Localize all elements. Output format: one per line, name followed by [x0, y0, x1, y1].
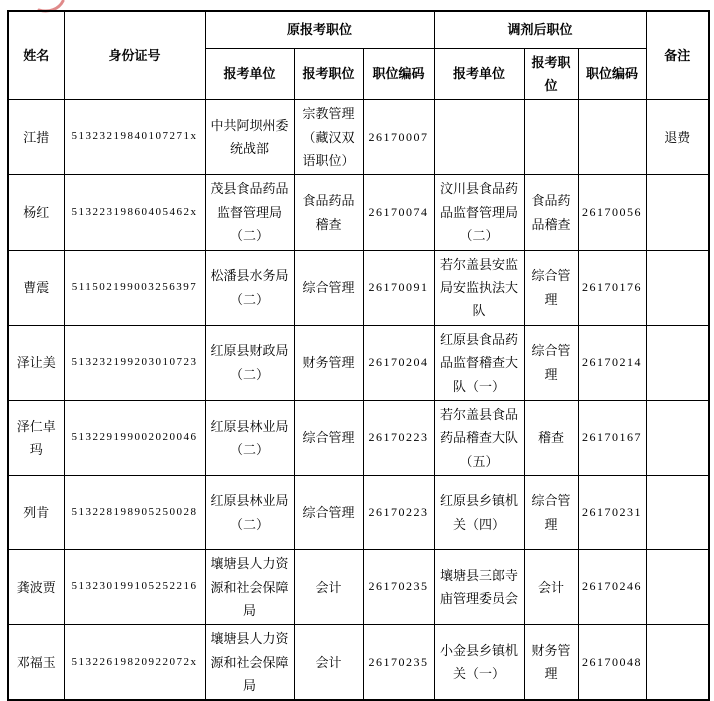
cell-id-number: 513230199105252216	[64, 550, 205, 625]
cell-name: 列肯	[8, 476, 64, 550]
cell-adj-unit: 若尔盖县食品药品稽查大队（五）	[434, 400, 524, 475]
cell-orig-code: 26170235	[363, 550, 434, 625]
cell-remark	[646, 550, 709, 625]
col-group-adjusted-position: 调剂后职位	[434, 11, 646, 48]
table-row	[8, 400, 709, 475]
cell-remark: 退费	[646, 100, 709, 175]
cell-orig-code: 26170007	[363, 100, 434, 175]
cell-adj-unit: 红原县食品药品监督稽查大队（一）	[434, 325, 524, 400]
cell-adj-code: 26170231	[578, 476, 646, 550]
cell-orig-unit: 松潘县水务局（二）	[205, 250, 294, 325]
cell-orig-position: 会计	[294, 625, 363, 701]
cell-adj-code: 26170214	[578, 325, 646, 400]
cell-name: 龚波贾	[8, 550, 64, 625]
cell-adj-unit: 红原县乡镇机关（四）	[434, 476, 524, 550]
cell-orig-code: 26170223	[363, 476, 434, 550]
cell-adj-position: 食品药品稽查	[524, 175, 578, 250]
cell-orig-position: 食品药品稽查	[294, 175, 363, 250]
col-group-original-position: 原报考职位	[205, 11, 434, 48]
cell-name: 江措	[8, 100, 64, 175]
cell-remark	[646, 175, 709, 250]
cell-adj-position: 财务管理	[524, 625, 578, 701]
cell-orig-code: 26170235	[363, 625, 434, 701]
col-header-remark: 备注	[646, 11, 709, 100]
cell-adj-unit: 壤塘县三郎寺庙管理委员会	[434, 550, 524, 625]
cell-orig-code: 26170074	[363, 175, 434, 250]
cell-orig-position: 会计	[294, 550, 363, 625]
table-row	[8, 325, 709, 400]
cell-name: 杨红	[8, 175, 64, 250]
cell-id-number: 513232199203010723	[64, 325, 205, 400]
cell-orig-unit: 壤塘县人力资源和社会保障局	[205, 625, 294, 701]
cell-adj-position: 综合管理	[524, 476, 578, 550]
cell-orig-unit: 红原县林业局（二）	[205, 476, 294, 550]
cell-adj-unit: 汶川县食品药品监督管理局（二）	[434, 175, 524, 250]
cell-remark	[646, 400, 709, 475]
cell-adj-unit	[434, 100, 524, 175]
cell-orig-position: 综合管理	[294, 400, 363, 475]
cell-id-number: 513229199002020046	[64, 400, 205, 475]
table-row	[8, 550, 709, 625]
cell-adj-unit: 小金县乡镇机关（一）	[434, 625, 524, 701]
cell-orig-unit: 壤塘县人力资源和社会保障局	[205, 550, 294, 625]
col-header-name: 姓名	[8, 11, 64, 100]
cell-id-number: 51322619820922072x	[64, 625, 205, 701]
cell-adj-code: 26170048	[578, 625, 646, 701]
col-header-orig-code: 职位编码	[363, 48, 434, 100]
cell-id-number: 51323219840107271x	[64, 100, 205, 175]
col-header-orig-position: 报考职位	[294, 48, 363, 100]
cell-adj-position: 综合管理	[524, 250, 578, 325]
table-row	[8, 250, 709, 325]
cell-orig-position: 综合管理	[294, 250, 363, 325]
col-header-adj-code: 职位编码	[578, 48, 646, 100]
cell-adj-code: 26170167	[578, 400, 646, 475]
cell-remark	[646, 625, 709, 701]
cell-orig-unit: 茂县食品药品监督管理局（二）	[205, 175, 294, 250]
cell-adj-code: 26170246	[578, 550, 646, 625]
col-header-id-number: 身份证号	[64, 11, 205, 100]
cell-adj-position: 综合管理	[524, 325, 578, 400]
cell-orig-unit: 红原县财政局（二）	[205, 325, 294, 400]
cell-orig-position: 综合管理	[294, 476, 363, 550]
cell-name: 泽仁卓玛	[8, 400, 64, 475]
col-header-adj-unit: 报考单位	[434, 48, 524, 100]
cell-orig-code: 26170204	[363, 325, 434, 400]
cell-orig-position: 财务管理	[294, 325, 363, 400]
position-adjustment-table	[7, 10, 710, 701]
table-row	[8, 625, 709, 701]
cell-remark	[646, 250, 709, 325]
cell-adj-code: 26170056	[578, 175, 646, 250]
col-header-adj-position: 报考职位	[524, 48, 578, 100]
cell-orig-code: 26170091	[363, 250, 434, 325]
cell-id-number: 51322319860405462x	[64, 175, 205, 250]
cell-adj-position: 稽查	[524, 400, 578, 475]
table-row	[8, 100, 709, 175]
cell-adj-unit: 若尔盖县安监局安监执法大队	[434, 250, 524, 325]
cell-adj-position: 会计	[524, 550, 578, 625]
cell-orig-unit: 中共阿坝州委统战部	[205, 100, 294, 175]
cell-id-number: 513228198905250028	[64, 476, 205, 550]
cell-adj-code	[578, 100, 646, 175]
cell-adj-code: 26170176	[578, 250, 646, 325]
cell-name: 泽让美	[8, 325, 64, 400]
col-header-orig-unit: 报考单位	[205, 48, 294, 100]
cell-name: 邓福玉	[8, 625, 64, 701]
cell-orig-unit: 红原县林业局（二）	[205, 400, 294, 475]
cell-id-number: 511502199003256397	[64, 250, 205, 325]
cell-name: 曹震	[8, 250, 64, 325]
table-row	[8, 476, 709, 550]
cell-orig-position: 宗教管理（藏汉双语职位）	[294, 100, 363, 175]
cell-orig-code: 26170223	[363, 400, 434, 475]
table-row	[8, 175, 709, 250]
cell-adj-position	[524, 100, 578, 175]
cell-remark	[646, 476, 709, 550]
cell-remark	[646, 325, 709, 400]
